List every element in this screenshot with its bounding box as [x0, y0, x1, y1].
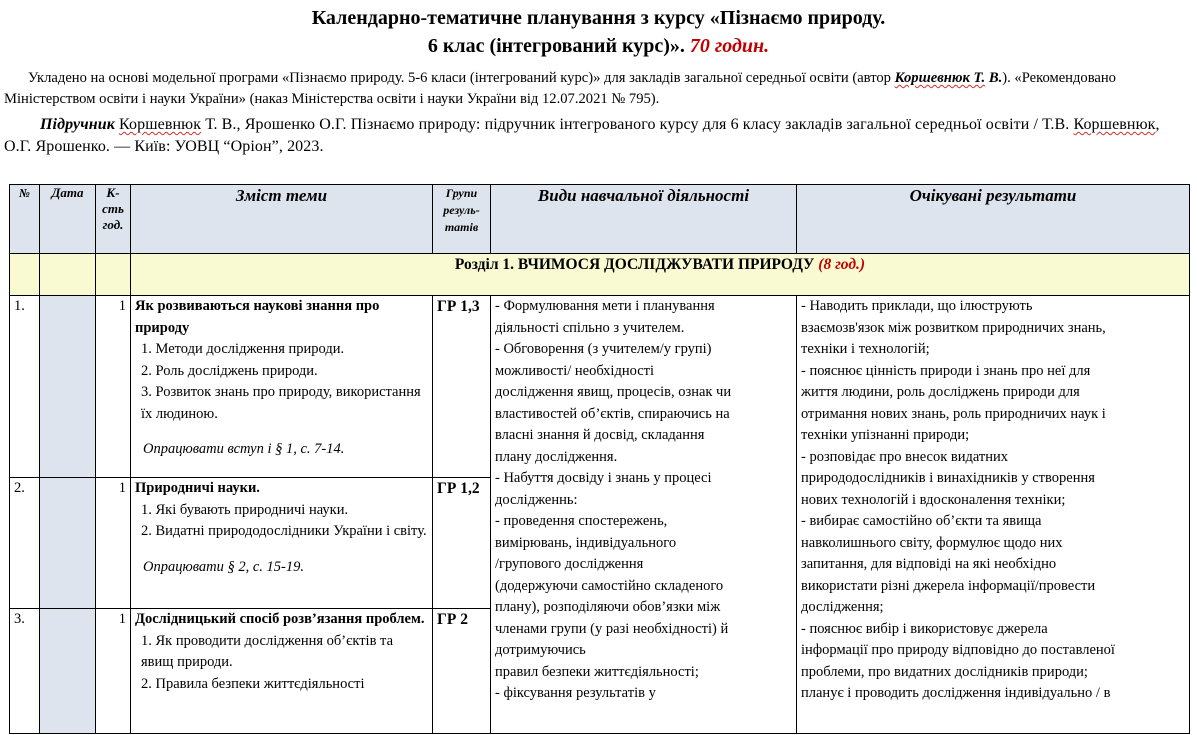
header-hours: К-сть год.: [96, 185, 131, 254]
textbook-surname: Коршевнюк: [119, 116, 202, 133]
result-line: навколишнього світу, формулює щодо них: [801, 534, 1063, 551]
activity-line: /групового дослідження: [495, 556, 644, 572]
result-line: запитання, для відповіді на які необхідно: [801, 556, 1057, 572]
row-hours: 1: [96, 609, 131, 734]
activity-line: діяльності спільно з учителем.: [495, 319, 685, 336]
activity-line: - Обговорення (з учителем/у групі): [495, 341, 712, 357]
title-line-1: Календарно-тематичне планування з курсу «Пізнаємо природу.: [311, 7, 886, 29]
section-title: [131, 254, 1190, 296]
result-line: використати різні джерела інформації/провести: [801, 577, 1096, 594]
activities-cell: [491, 296, 797, 734]
row-group: ГР 1,2: [433, 478, 491, 609]
result-line: інформації про природу відповідно до поставленої: [801, 642, 1115, 658]
header-results: Очікувані результати: [797, 185, 1190, 254]
topic-homework: Опрацювати § 2, с. 15-19.: [143, 558, 305, 575]
activity-line: - проведення спостережень,: [495, 513, 668, 529]
activity-line: власні знання й досвід, складання: [495, 427, 705, 443]
header-topic: Зміст теми: [131, 185, 433, 254]
document-title: [0, 4, 1197, 60]
result-line: - пояснює цінність природи і знань про неї для: [801, 362, 1091, 379]
result-line: техніки і технологій;: [801, 341, 930, 357]
activity-line: - Формулювання мети і планування: [495, 298, 715, 314]
result-line: нових технологій і вдосконалення техніки;: [801, 491, 1066, 508]
row-num: 3.: [10, 609, 40, 734]
result-line: техніки упізнанні природи;: [801, 427, 970, 443]
section-hours: (8 год.): [818, 256, 866, 273]
activity-line: плану), розподіляючи обов’язки між: [495, 599, 721, 615]
row-topic: [131, 296, 433, 478]
topic-homework: Опрацювати вступ і § 1, с. 7-14.: [143, 441, 345, 457]
result-line: взаємозв'язок між розвитком природничих знань,: [801, 319, 1106, 336]
intro-start: Укладено на основі модельної програми «Пізнаємо природу. 5-6 класи (інтегрований курс)» для закладів загальної середньої освіти (автор: [28, 70, 891, 86]
row-date: [40, 296, 96, 478]
textbook-text-1: Т. В., Ярошенко О.Г. Пізнаємо природу: підручник інтегрованого курсу для 6 класу закладів загальної середньої освіти / Т.В.: [205, 116, 1074, 133]
topic-item: 2. Правила безпеки життєдіяльності: [141, 675, 365, 692]
result-line: - розповідає про внесок видатних: [801, 448, 1009, 465]
activity-line: дослідженнь:: [495, 491, 578, 508]
title-grade: 6 клас (інтегрований курс)».: [427, 35, 685, 57]
activity-line: можливості/ необхідності: [495, 362, 654, 379]
row-topic: [131, 478, 433, 609]
row-num: 1.: [10, 296, 40, 478]
result-line: проблеми, про видатних дослідників природи;: [801, 663, 1088, 680]
header-date: Дата: [40, 185, 96, 254]
result-line: отримання нових знань, роль природничих наук і: [801, 405, 1106, 422]
intro-end: ). «Рекомендовано Міністерством освіти і науки України» (наказ Міністерства освіти і науки України від 12.07.2021 № 795).: [4, 70, 1116, 107]
row-date: [40, 609, 96, 734]
topic-title: Природничі науки.: [135, 480, 260, 496]
row-hours: 1: [96, 478, 131, 609]
activity-line: дослідження явищ, процесів, ознак чи: [495, 384, 732, 400]
topic-item: 1. Як проводити дослідження об’єктів та явищ природи.: [141, 632, 394, 670]
intro-paragraph: [4, 68, 1190, 110]
activity-line: дотримуючись: [495, 642, 586, 658]
topic-title: Як розвиваються наукові знання про природу: [135, 298, 380, 336]
result-line: життя людини, роль досліджень природи для: [801, 384, 1080, 400]
topic-item: 2. Видатні природодослідники України і світу.: [141, 523, 427, 539]
activity-line: правил безпеки життєдіяльності;: [495, 663, 699, 680]
result-line: планує і проводить дослідження індивідуально / в: [801, 685, 1111, 701]
topic-item: 1. Які бувають природничі науки.: [141, 501, 349, 518]
row-date: [40, 478, 96, 609]
row-hours: 1: [96, 296, 131, 478]
result-line: дослідження;: [801, 599, 884, 615]
row-topic: [131, 609, 433, 734]
intro-author-initial: В.: [988, 70, 1003, 86]
textbook-text-2: , О.Г. Ярошенко. — Київ: УОВЦ “Оріон”, 2023.: [4, 116, 1160, 155]
textbook-label: Підручник: [40, 116, 115, 133]
header-activities: Види навчальної діяльності: [491, 185, 797, 254]
result-line: - пояснює вибір і використовує джерела: [801, 620, 1048, 637]
topic-item: 1. Методи дослідження природи.: [141, 341, 345, 357]
header-groups: Групи резуль-татів: [433, 185, 491, 254]
topic-item: 3. Розвиток знань про природу, використання їх людиною.: [141, 384, 421, 422]
intro-author: Коршевнюк Т.: [894, 70, 986, 86]
section-row: [10, 254, 1190, 296]
section-blank-date: [40, 254, 96, 296]
table-header-row: [10, 185, 1190, 254]
section-blank-num: [10, 254, 40, 296]
topic-title: Дослідницький спосіб розв’язання проблем.: [135, 611, 425, 627]
activity-line: - Набуття досвіду і знань у процесі: [495, 470, 712, 486]
section-blank-hours: [96, 254, 131, 296]
row-num: 2.: [10, 478, 40, 609]
result-line: природодослідників і винахідників у створення: [801, 470, 1095, 486]
activity-line: - фіксування результатів у: [495, 685, 656, 701]
activity-line: вимірювань, індивідуального: [495, 534, 677, 551]
results-cell: [797, 296, 1190, 734]
activity-line: (додержуючи самостійно складеного: [495, 577, 724, 594]
textbook-surname-2: Коршевнюк: [1073, 116, 1156, 133]
activity-line: членами групи (у разі необхідності) й: [495, 620, 729, 637]
row-group: ГР 1,3: [433, 296, 491, 478]
title-line-2: [0, 32, 1197, 60]
header-num: №: [10, 185, 40, 254]
result-line: - вибирає самостійно об’єкти та явища: [801, 513, 1042, 529]
planning-table: [9, 184, 1190, 734]
textbook-paragraph: [4, 114, 1190, 158]
result-line: - Наводить приклади, що ілюструють: [801, 298, 1033, 314]
title-hours: 70 годин.: [689, 35, 770, 57]
table-row: [10, 296, 1190, 478]
row-group: ГР 2: [433, 609, 491, 734]
topic-item: 2. Роль досліджень природи.: [141, 362, 318, 379]
activity-line: плану дослідження.: [495, 448, 618, 465]
activity-line: властивостей об’єктів, спираючись на: [495, 405, 730, 422]
section-label: Розділ 1. ВЧИМОСЯ ДОСЛІДЖУВАТИ ПРИРОДУ: [454, 256, 815, 273]
